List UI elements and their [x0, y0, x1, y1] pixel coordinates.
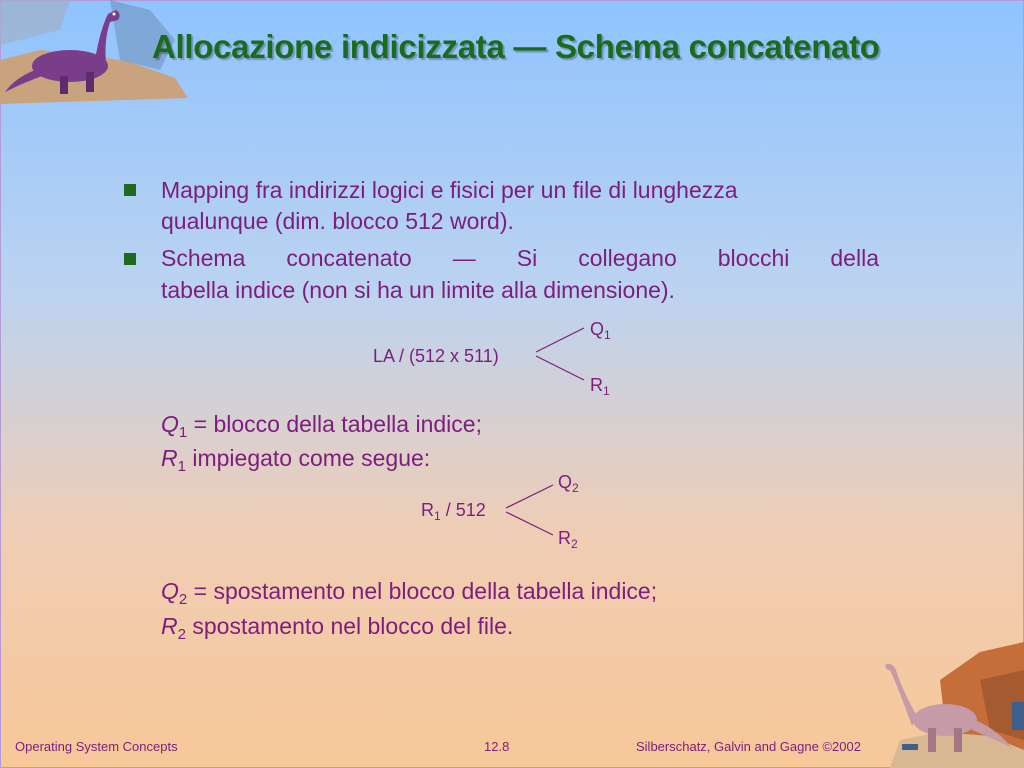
definition-q2-sub: 2: [178, 591, 188, 608]
definition-q2-text: = spostamento nel blocco della tabella indice;: [187, 578, 658, 604]
bullet-square-icon: [124, 253, 136, 265]
footer-left: Operating System Concepts: [15, 739, 178, 754]
diagram-2-remainder: [558, 528, 578, 551]
definition-q1-sub: 1: [178, 424, 188, 441]
footer-right: Silberschatz, Galvin and Gagne ©2002: [636, 739, 861, 754]
bullet-square-icon: [124, 184, 136, 196]
definition-r1: [161, 445, 430, 475]
slide-title: Allocazione indicizzata — Schema concatenato: [152, 28, 880, 65]
definition-r1-var: R: [161, 445, 178, 471]
definition-q1-var: Q: [161, 411, 179, 437]
diagram-2-r-sub: 2: [571, 537, 578, 551]
footer-page-number: 12.8: [484, 739, 510, 754]
definition-r2-sub: 2: [177, 626, 186, 643]
bullet-1-line-1: Mapping fra indirizzi logici e fisici per un file di lunghezza: [161, 177, 738, 203]
diagram-1-q-sub: 1: [604, 328, 611, 342]
diagram-1-r: R: [590, 375, 603, 395]
diagram-1-r-sub: 1: [603, 384, 610, 398]
definition-q2-var: Q: [161, 578, 179, 604]
bullet-2-line-1: Schema concatenato — Si collegano blocchi della: [161, 245, 879, 271]
definition-r1-sub: 1: [177, 458, 186, 475]
diagram-1-remainder: [590, 375, 610, 398]
diagram-2-dividend-sub: 1: [434, 509, 441, 523]
definition-r1-text: impiegato come segue:: [185, 445, 431, 471]
definition-q1: [161, 411, 482, 441]
definition-q1-text: = blocco della tabella indice;: [187, 411, 482, 437]
diagram-2-r: R: [558, 528, 571, 548]
bullet-1-line-2: qualunque (dim. blocco 512 word).: [161, 208, 514, 234]
diagram-2-dividend-var: R: [421, 500, 434, 520]
diagram-2-dividend-rest: / 512: [440, 500, 486, 520]
definition-q2: [161, 578, 657, 608]
diagram-1-q: Q: [590, 319, 605, 339]
definition-r2: [161, 613, 513, 643]
diagram-2-q-sub: 2: [572, 481, 579, 495]
dinosaur-illustration-bottom-right: [880, 640, 1024, 768]
bullet-2-line-2: tabella indice (non si ha un limite alla dimensione).: [161, 277, 675, 303]
diagram-2-dividend: [421, 500, 486, 523]
diagram-2-quotient: [558, 472, 579, 495]
diagram-2-q: Q: [558, 472, 573, 492]
definition-r2-text: spostamento nel blocco del file.: [185, 613, 514, 639]
diagram-1-quotient: [590, 319, 611, 342]
diagram-1-dividend: LA / (512 x 511): [373, 346, 499, 366]
definition-r2-var: R: [161, 613, 178, 639]
